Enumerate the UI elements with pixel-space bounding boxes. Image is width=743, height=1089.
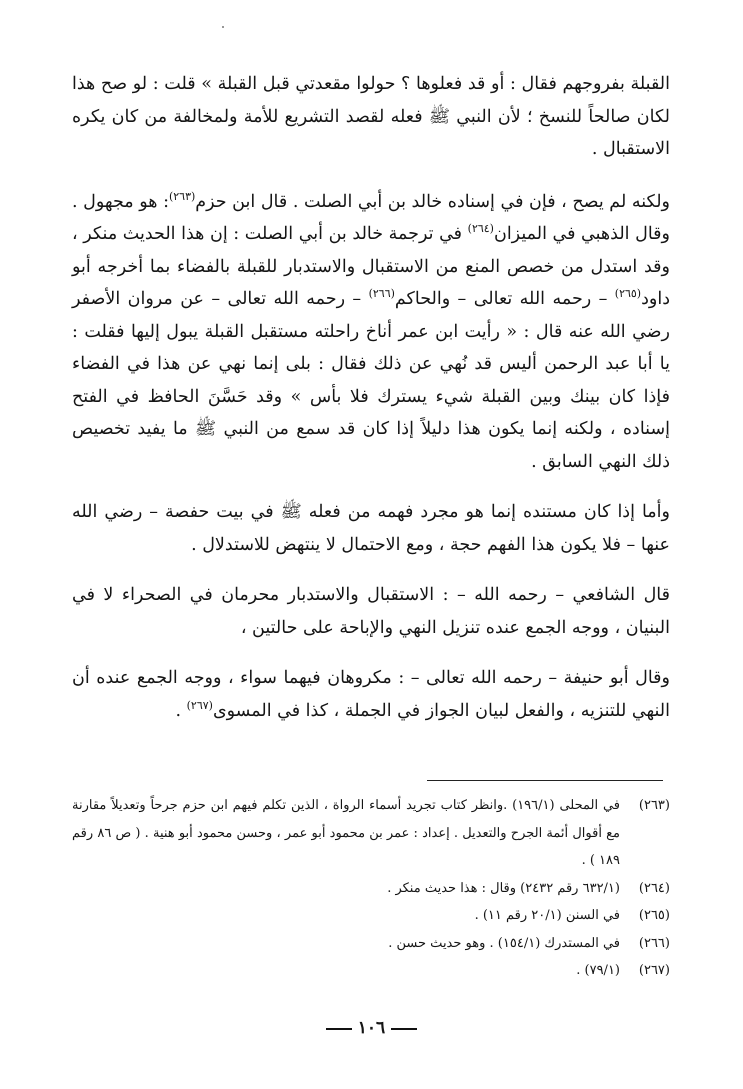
paragraph-3: وأما إذا كان مستنده إنما هو مجرد فهمه من فعله ﷺ في بيت حفصة – رضي الله عنها – فلا يكون هذا الفهم حجة ، ومع الاحتمال لا ينتهض للاستدلال . (72, 502, 670, 555)
footnote-text: (٦٣٢/١ رقم ٢٤٣٢) وقال : هذا حديث منكر . (387, 880, 620, 896)
page-number-value: ١٠٦ (357, 1018, 386, 1038)
paragraph-1: القبلة بفروجهم فقال : أو قد فعلوها ؟ حولوا مقعدتي قبل القبلة » قلت : لو صح هذا لكان صالحاً للنسخ ؛ لأن النبي ﷺ فعله لقصد التشريع للأمة ولمخالفة من كان يكره الاستقبال . (72, 74, 670, 159)
page-number (0, 1018, 743, 1038)
paragraph-4: قال الشافعي – رحمه الله – : الاستقبال والاستدبار محرمان في الصحراء لا في البنيان ، ووجه الجمع عنده تنزيل النهي والإباحة على حالتين ، (72, 585, 670, 638)
footnote-text: في المحلى (١٩٦/١) .وانظر كتاب تجريد أسماء الرواة ، الذين تكلم فيهم ابن حزم جرحاً وتعديلاً مقارنة مع أقوال أئمة الجرح والتعديل . إعداد : عمر بن محمود أبو عمر ، وحسن محمود أبو هنية . ( ص ٨٦ رقم ١٨٩ ) . (72, 798, 621, 868)
footnote-number: (٢٦٧) (638, 963, 670, 978)
footnote-ref-264[interactable]: (٢٦٤) (467, 222, 494, 235)
footnote-number: (٢٦٣) (638, 798, 670, 813)
paragraph-2-part-4: – رحمه الله تعالى – والحاكم (394, 289, 615, 309)
footnote-text: في المستدرك (١٥٤/١) . وهو حديث حسن . (388, 935, 620, 951)
footnotes-section (72, 792, 670, 985)
footnote-ref-267[interactable]: (٢٦٧) (186, 698, 213, 712)
paragraph-2 (72, 186, 670, 479)
page-number-dash-left (391, 1028, 417, 1030)
footnote-text: (٧٩/١) . (576, 963, 620, 978)
footnote-267 (72, 957, 670, 985)
footnote-265 (72, 902, 670, 930)
footnote-number: (٢٦٦) (638, 935, 670, 951)
footnote-number: (٢٦٥) (638, 908, 670, 923)
paragraph-2-part-5: – رحمه الله تعالى – عن مروان الأصفر رضي الله عنه قال : « رأيت ابن عمر أناخ راحلته مستقبل القبلة يبول إليها فقلت : يا أبا عبد الرحمن أليس قد نُهي عن ذلك فقال : بلى إنما نهي عن هذا في الفضاء فإذا كان بينك وبين القبلة شيء يسترك فلا بأس » وقد حَسَّنَ الحافظ في الفتح إسناده ، ولكنه إنما يكون هذا دليلاً إذا كان قد سمع من النبي ﷺ ما يفيد تخصيص ذلك النهي السابق . (72, 289, 670, 472)
paragraph-2-part-1: ولكنه لم يصح ، فإن في إسناده خالد بن أبي الصلت . قال ابن حزم (195, 191, 670, 212)
footnote-264 (72, 875, 670, 903)
scan-speck (222, 26, 224, 28)
page-number-dash-right (326, 1028, 352, 1030)
footnote-number: (٢٦٤) (638, 880, 670, 896)
paragraph-5-part-1: وقال أبو حنيفة – رحمه الله تعالى – : مكروهان فيهما سواء ، ووجه الجمع عنده أن النهي للتنزيه ، والفعل لبيان الجواز في الجملة ، كذا في المسوى (72, 668, 670, 721)
footnote-266 (72, 930, 670, 958)
paragraph-5 (72, 662, 670, 727)
paragraph-2-part-3: في ترجمة خالد بن أبي الصلت : إن هذا الحديث منكر ، وقد استدل من خصص المنع من الاستقبال والاستدبار للقبلة بالفضاء بما أخرجه أبو داود (72, 224, 670, 309)
footnote-ref-263[interactable]: (٢٦٣) (168, 189, 196, 203)
footnote-263 (72, 792, 670, 875)
paragraph-5-part-2: . (175, 700, 187, 721)
footnote-ref-265[interactable]: (٢٦٥) (614, 287, 642, 300)
footnote-divider (427, 780, 663, 781)
footnote-ref-266[interactable]: (٢٦٦) (368, 287, 395, 300)
paragraph-2-part-2: : هو مجهول . وقال الذهبي في الميزان (72, 191, 670, 244)
footnote-text: في السنن (٢٠/١ رقم ١١) . (474, 908, 620, 923)
main-text (72, 68, 670, 745)
